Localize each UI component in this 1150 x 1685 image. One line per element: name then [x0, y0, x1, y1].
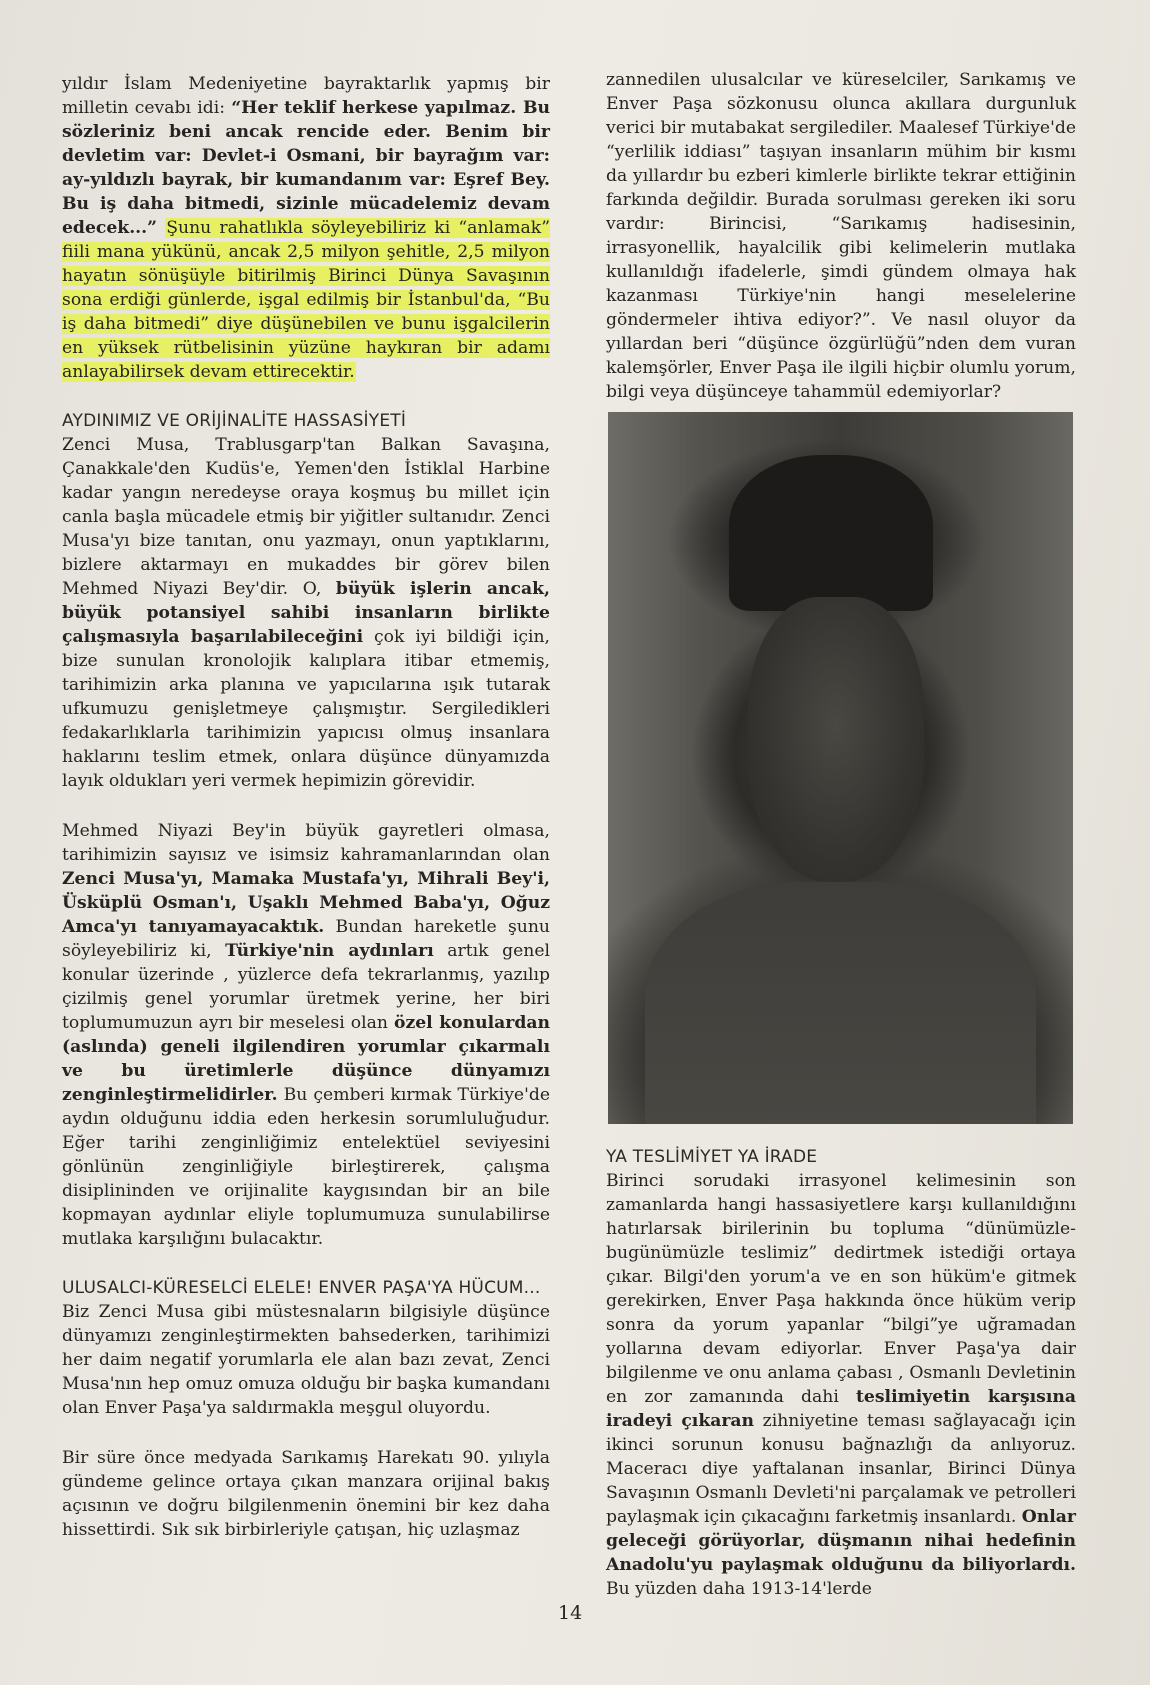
paragraph-eşref-bey — [62, 72, 550, 384]
text-run: Bundan hareketle şunu söyleyebiliriz ki, — [62, 917, 550, 961]
highlighted-text: Şunu rahatlıkla söyleyebiliriz ki “anlamak” fiili mana yükünü, ancak 2,5 milyon şehitle, 2,5 milyon hayatın sönüşüyle bitirilmiş Birinci Dünya Savaşının sona erdiği günlerde, işgal edilmiş bir İstanbul'da, “Bu iş daha bitmedi” diye düşünebilen ve bunu işgalcilerin en yüksek rütbelisinin yüzüne haykıran bir adamı anlayabilirsek devam ettirecektir. — [62, 218, 550, 382]
paragraph-mehmed-niyazi — [62, 819, 550, 1251]
paragraph-enver-pasa: Biz Zenci Musa gibi müstesnaların bilgisiyle düşünce dünyamızı zenginleştirmekten bahsederken, tarihimizi her daim negatif yorumlarla ele alan bazı zevat, Zenci Musa'nın hep omuz omuza olduğu bir başka kumandanı olan Enver Paşa'ya saldırmakla meşgul oluyordu. — [62, 1302, 550, 1418]
section-heading-aydinimiz: AYDINIMIZ VE ORİJİNALİTE HASSASİYETİ — [62, 411, 407, 431]
photo-face-shape — [748, 597, 925, 882]
portrait-photo — [608, 412, 1073, 1124]
left-column — [62, 72, 550, 1542]
page-number: 14 — [558, 1602, 583, 1624]
photo-cap-shape — [729, 455, 934, 612]
right-column — [606, 68, 1076, 1601]
text-run: Bu yüzden daha 1913-14'lerde — [606, 1579, 872, 1599]
section-heading-teslimiyet: YA TESLİMİYET YA İRADE — [606, 1147, 818, 1167]
bold-text: Zenci Musa'yı, Mamaka Mustafa'yı, Mihrali Bey'i, Üsküplü Osman'ı, Uşaklı Mehmed Baba'yı, Oğuz Amca'yı tanıyamayacaktık. — [62, 869, 550, 937]
text-run: zihniyetine teması sağlayacağı için ikinci sorunun konusu bağnazlığı da anlıyoruz. Maceracı diye yaftalanan insanlar, Birinci Dünya Savaşının Osmanlı Devleti'ni parçalamak ve petrolleri paylaşmak için çıkacağını farketmiş insanlardı. — [606, 1411, 1077, 1527]
text-run: artık genel konular üzerinde , yüzlerce defa tekrarlanmış, yazılıp çizilmiş genel yorumlar üretmek yerine, her biri toplumumuzun ayrı bir meselesi olan — [62, 941, 550, 1033]
text-run: Birinci sorudaki irrasyonel kelimesinin son zamanlarda hangi hassasiyetlere karşı kullanıldığını hatırlarsak birilerinin bu topluma “dünümüzle-bugünümüzle teslimiz” dedirtmek istediği ortaya çıkar. Bilgi'den yorum'a ve en son hüküm'e gitmek gerekirken, Enver Paşa hakkında önce hüküm verip sonra da yorum yapanlar “bilgi”ye uğramadan yollarına devam ediyorlar. Enver Paşa'ya dair bilgilenme ve onu anlama çabası , Osmanlı Devletinin en zor zamanında dahi — [606, 1171, 1076, 1407]
text-run: Zenci Musa, Trablusgarp'tan Balkan Savaşına, Çanakkale'den Kudüs'e, Yemen'den İstiklal Harbine kadar yangın neredeyse oraya koşmuş bu millet için canla başla mücadele etmiş bir yiğitler sultanıdır. Zenci Musa'yı bize tanıtan, onu yazmayı, onun yaptıklarını, bizlere aktarmayı en mukaddes bir görev bilen Mehmed Niyazi Bey'dir. O, — [62, 435, 550, 599]
bold-quote: “Her teklif herkese yapılmaz. Bu sözleriniz beni ancak rencide eder. Benim bir devletim var: Devlet-i Osmani, bir bayrağım var: ay-yıldızlı bayrak, bir kumandanım var: Eşref Bey. Bu iş daha bitmedi, sizinle mücadelemiz devam edecek...” — [62, 98, 550, 238]
bold-text: teslimiyetin karşısına iradeyi çıkaran — [606, 1387, 1077, 1431]
text-run: Bu çemberi kırmak Türkiye'de aydın olduğunu iddia eden herkesin sorumluluğudur. Eğer tarihi zenginliğimiz entelektüel seviyesini gönlünün zenginliğiyle birleştirerek, çalışma disiplininden ve orijinalite kaygısından bir an bile kopmayan aydınlar eliyle toplumumuza sunulabilirse mutlaka karşılığını bulacaktır. — [62, 1085, 550, 1249]
bold-text: özel konulardan (aslında) geneli ilgilendiren yorumlar çıkarmalı ve bu üretimlerle düşünce dünyamızı zenginleştirmelidirler. — [62, 1013, 550, 1105]
text-run: Mehmed Niyazi Bey'in büyük gayretleri olmasa, tarihimizin sayısız ve isimsiz kahramanlarından olan — [62, 821, 550, 865]
paragraph-zenci-musa — [62, 433, 550, 793]
bold-text: Türkiye'nin aydınları — [225, 941, 434, 961]
photo-coat-shape — [645, 882, 1036, 1124]
paragraph-irrasyonel — [606, 1169, 1076, 1601]
text-run: çok iyi bildiği için, bize sunulan kronolojik kalıplara itibar etmemiş, tarihimizin arka planına ve yapıcılarına ışık tutarak ufkumuzu genişletmeye çalışmıştır. Sergiledikleri fedakarlıklarla tarihimizin yapıcısı olmuş insanlara haklarını teslim etmek, onlara düşünce dünyamızda layık oldukları yeri vermek hepimizin görevidir. — [62, 627, 550, 791]
bold-text: büyük işlerin ancak, büyük potansiyel sahibi insanların birlikte çalışmasıyla başarılabileceğini — [62, 579, 550, 647]
paragraph-sarikamis: Bir süre önce medyada Sarıkamış Harekatı 90. yılıyla gündeme gelince ortaya çıkan manzara orijinal bakış açısının ve doğru bilgilenmenin önemini bir kez daha hissettirdi. Sık sık birbirleriyle çatışan, hiç uzlaşmaz — [62, 1448, 550, 1540]
bold-text: Onlar geleceği görüyorlar, düşmanın nihai hedefinin Anadolu'yu paylaşmak olduğunu da biliyorlardı. — [606, 1507, 1076, 1575]
section-heading-ulusalci: ULUSALCI-KÜRESELCİ ELELE! ENVER PAŞA'YA HÜCUM... — [62, 1278, 541, 1298]
text-run: yıldır İslam Medeniyetine bayraktarlık yapmış bir milletin cevabı idi: — [62, 74, 550, 118]
paragraph-ulusalcilar: zannedilen ulusalcılar ve küreselciler, Sarıkamış ve Enver Paşa sözkonusu olunca akıllara durgunluk verici bir mutabakat sergilediler. Maalesef Türkiye'de “yerlilik iddiası” taşıyan insanların mühim bir kısmı da yıllardır bu ezberi kimlerle birlikte tekrar ettiğinin farkında değildir. Burada sorulması gereken iki soru vardır: Birincisi, “Sarıkamış hadisesinin, irrasyonellik, hayalcilik gibi kelimelerin mutlaka kullanıldığı ifadelerle, şimdi gündem olmaya hak kazanması Türkiye'nin hangi meselelerine göndermeler ihtiva ediyor?”. Ve nasıl oluyor da yıllardan beri “düşünce özgürlüğü”nden dem vuran kalemşörler, Enver Paşa ile ilgili hiçbir olumlu yorum, bilgi veya düşünceye tahammül edemiyorlar? — [606, 70, 1076, 402]
